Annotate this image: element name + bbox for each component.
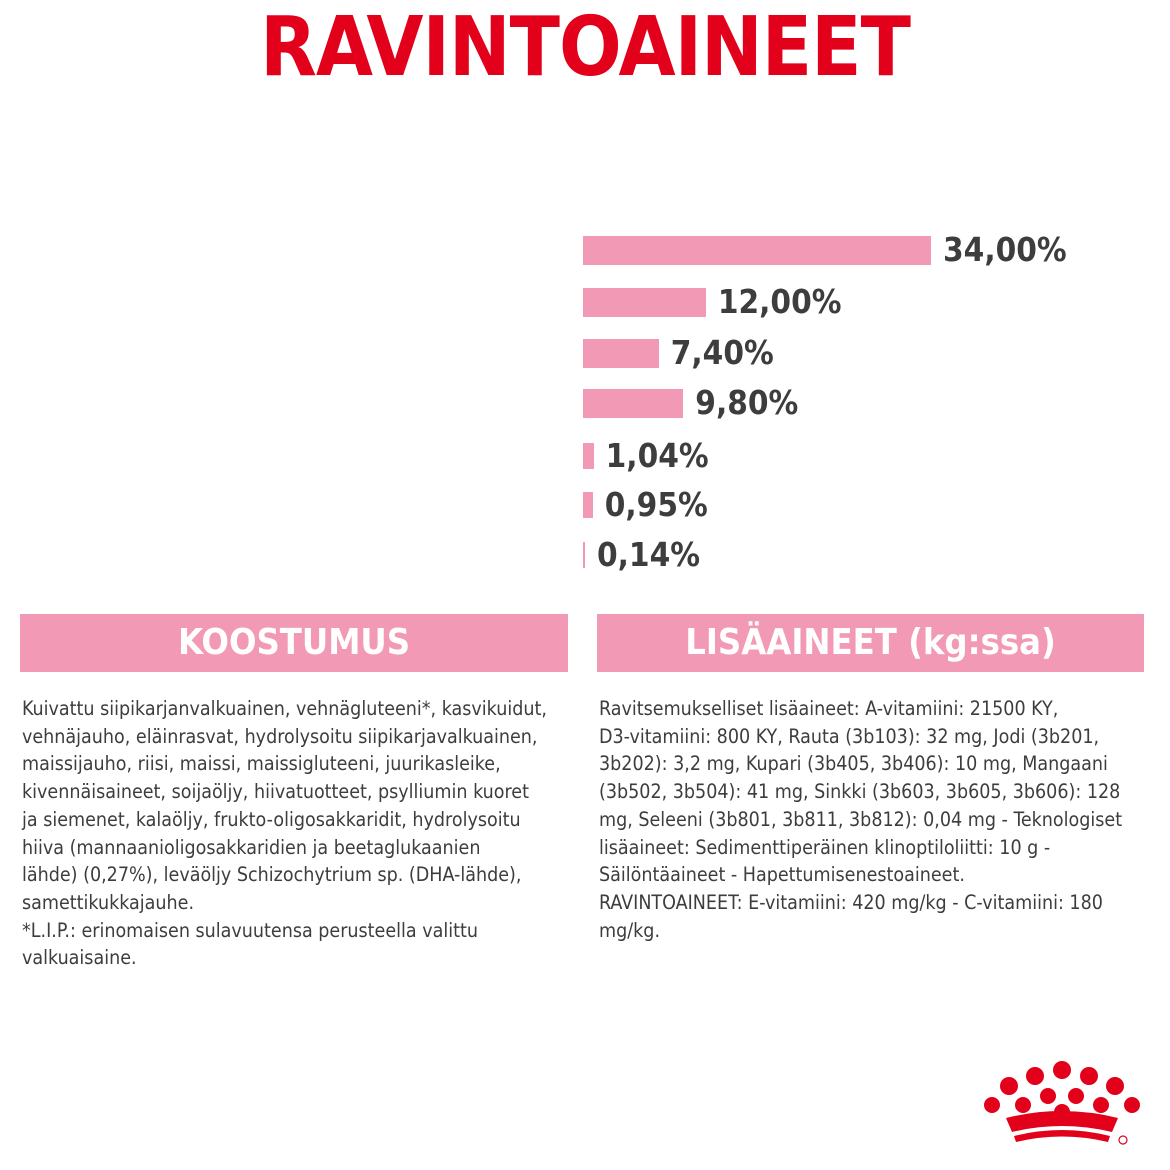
value-label: 7,40% <box>670 333 774 372</box>
value-label: 34,00% <box>943 230 1067 269</box>
bar <box>583 339 659 368</box>
bar <box>583 389 683 418</box>
value-label: 1,04% <box>605 436 709 475</box>
value-label: 9,80% <box>695 383 799 422</box>
composition-text: Kuivattu siipikarjanvalkuainen, vehnägluteeni*, kasvikuidut, vehnäjauho, eläinrasvat, hydrolysoitu siipikarjavalkuainen, maissijauho, riisi, maissi, maissigluteeni, juurikasleike, kivennäisaineet, soijaöljy, hiivatuotteet, psylliumin kuoret ja siemenet, kalaöljy, frukto-oligosakkaridit, hydrolysoitu hiiva (mannaanioligosakkaridien ja beetaglukaanien lähde) (0,27%), leväöljy Schizochytrium sp. (DHA-lähde), samettikukkajauhe. *L.I.P.: erinomaisen sulavuutensa perusteella valittu valkuaisaine. <box>22 697 547 970</box>
royal-canin-crown-icon <box>978 1060 1146 1150</box>
value-label: 0,14% <box>597 535 700 574</box>
value-label: 12,00% <box>717 282 842 321</box>
bar <box>583 443 594 469</box>
composition-header: KOOSTUMUS <box>20 614 568 672</box>
bar <box>583 288 706 317</box>
bar <box>583 492 593 518</box>
page-title: RAVINTOAINEET <box>260 0 910 95</box>
additives-text: Ravitsemukselliset lisäaineet: A-vitamiini: 21500 KY, D3-vitamiini: 800 KY, Rauta (3b103): 32 mg, Jodi (3b201, 3b202): 3,2 mg, Kupari (3b405, 3b406): 10 mg, Mangaani (3b502, 3b504): 41 mg, Sinkki (3b603, 3b605, 3b606): 128 mg, Seleeni (3b801, 3b811, 3b812): 0,04 mg - Teknologiset lisäaineet: Sedimenttiperäinen klinoptiloliitti: 10 g - Säilöntäaineet - Hapettumisenestoaineet. RAVINTOAINEET: E-vitamiini: 420 mg/kg - C-vitamiini: 180 mg/kg. <box>599 697 1123 942</box>
additives-header: LISÄAINEET (kg:ssa) <box>597 614 1144 672</box>
bar <box>583 542 585 568</box>
bar <box>583 236 931 265</box>
value-label: 0,95% <box>604 485 708 524</box>
